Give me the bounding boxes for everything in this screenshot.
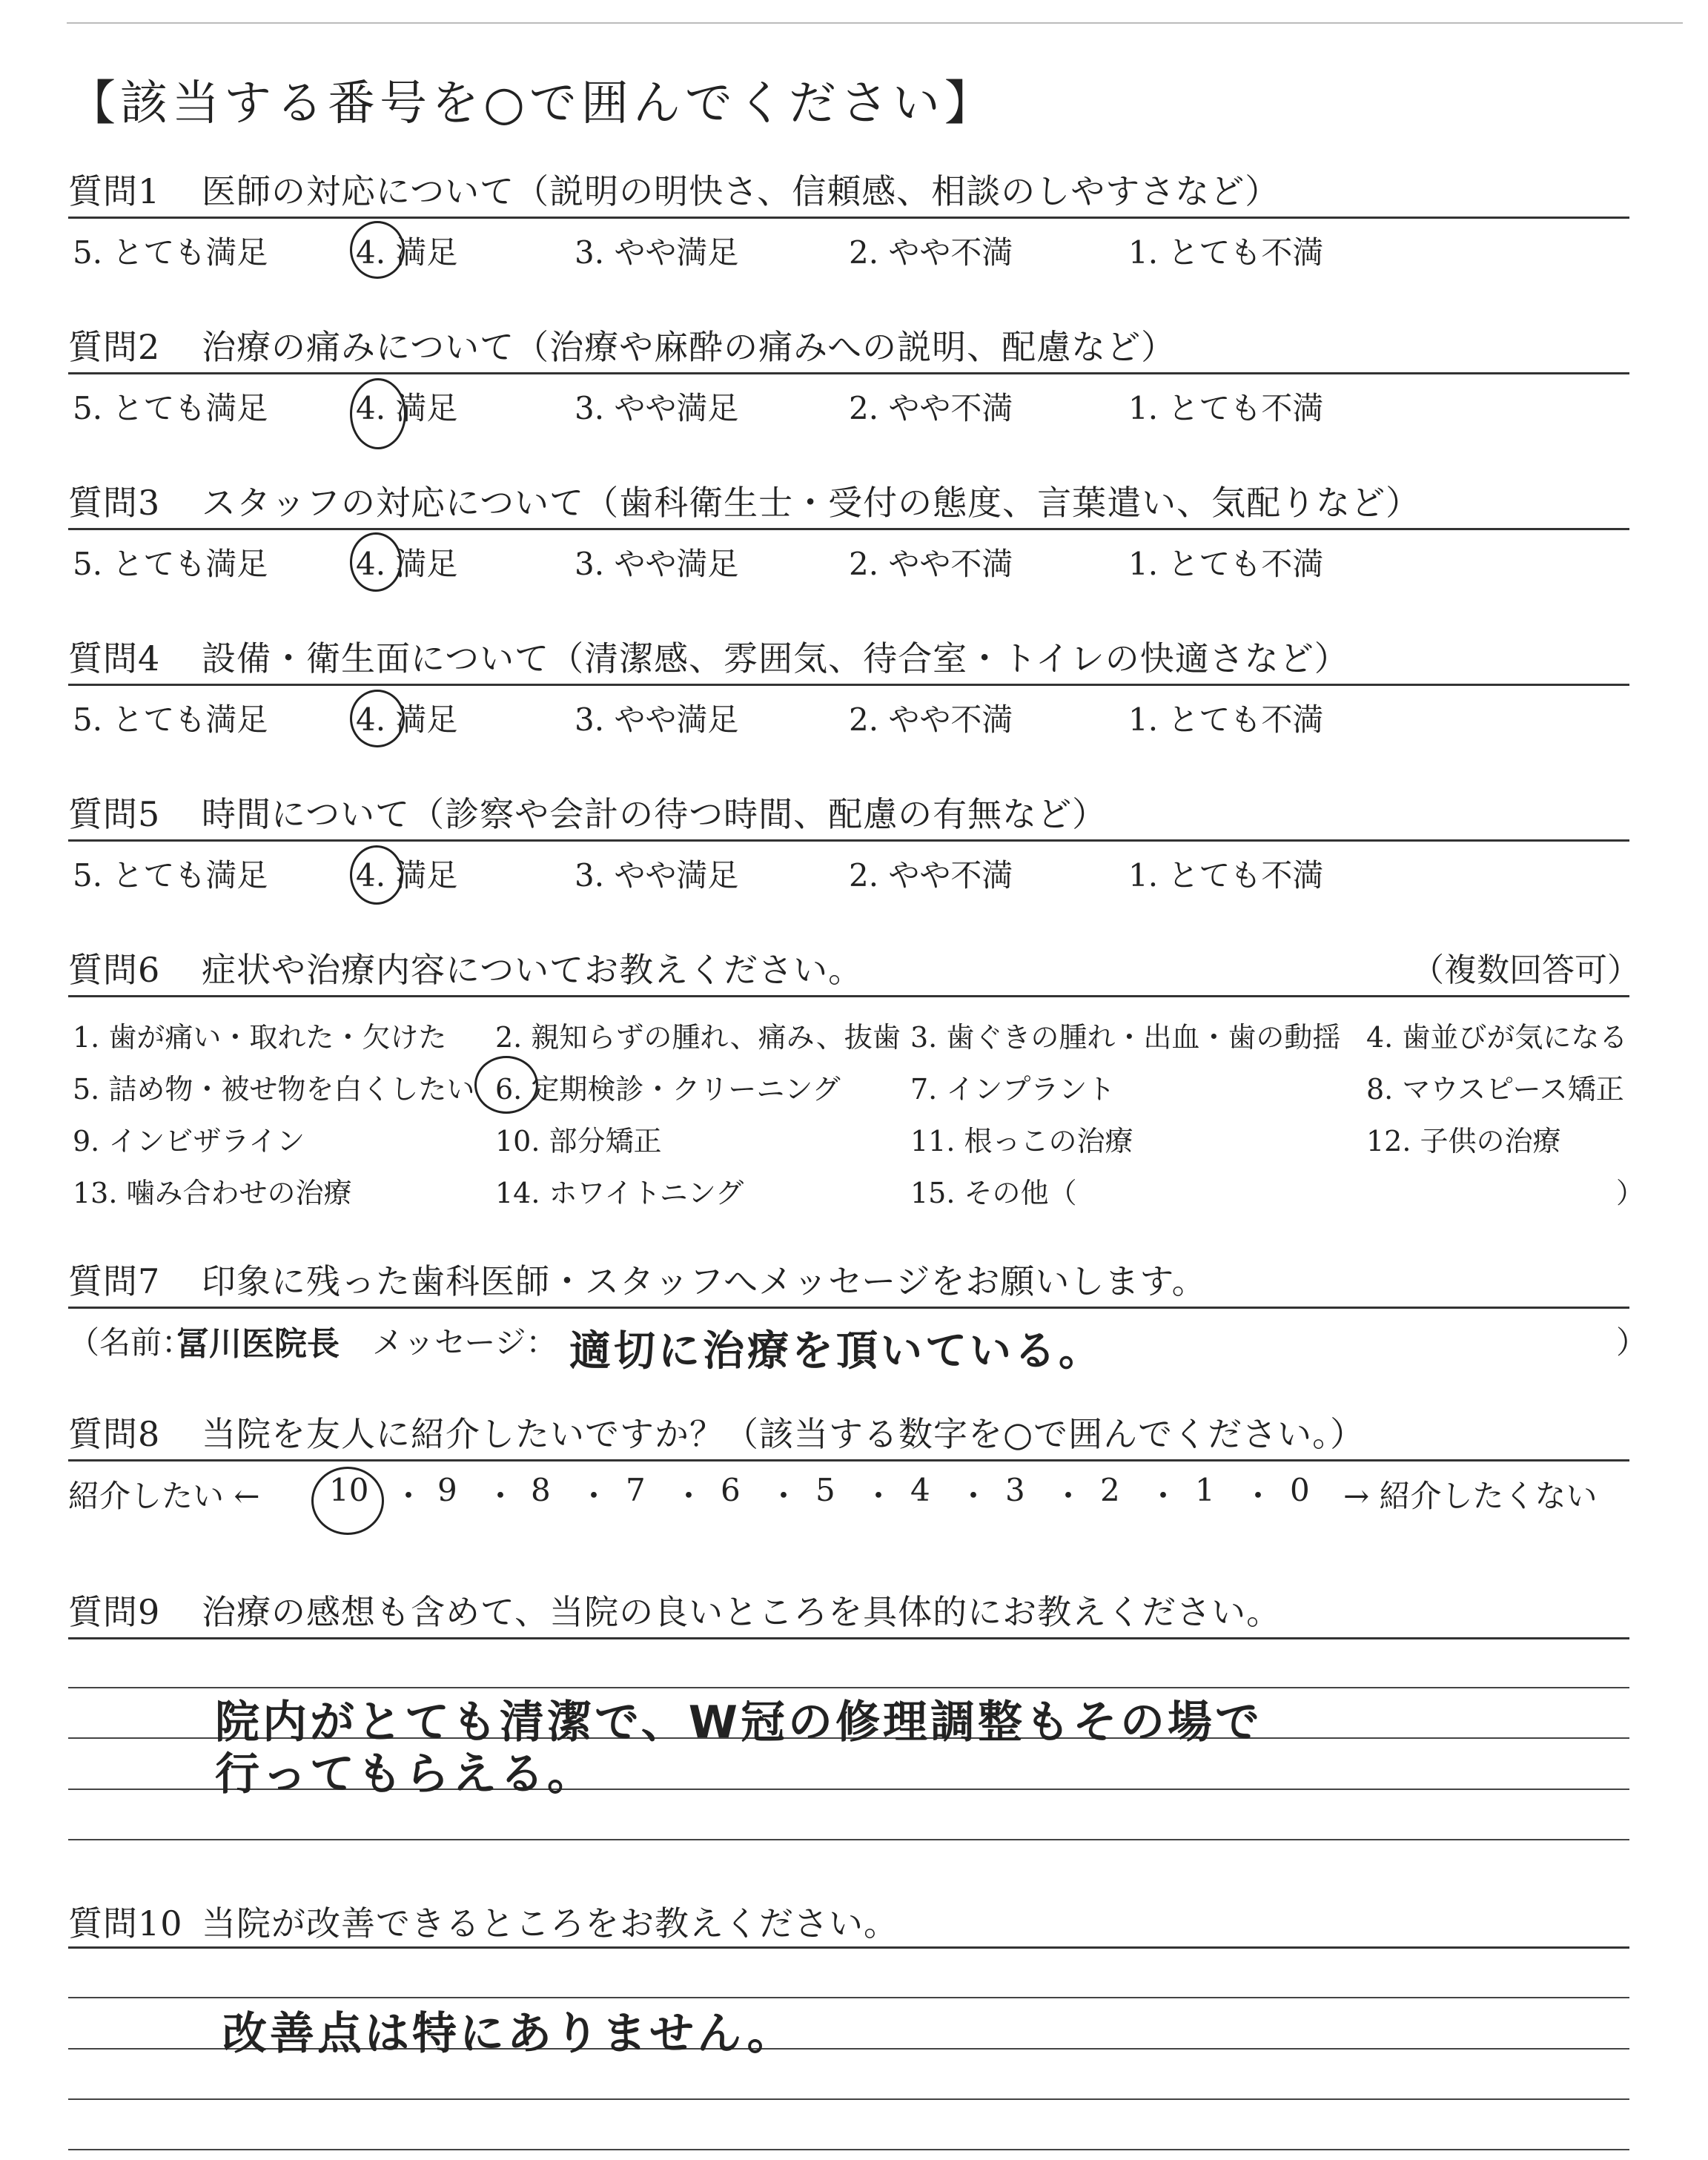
scale-dot: ・ [485, 1478, 517, 1514]
q6-option-11[interactable]: 11. 根っこの治療 [910, 1125, 1133, 1157]
question-rule [68, 372, 1629, 374]
question-number: 質問10 [68, 1903, 183, 1943]
scale-dot: ・ [1148, 1478, 1179, 1514]
q6-option-1[interactable]: 1. 歯が痛い・取れた・欠けた [73, 1021, 447, 1054]
q5-option-2[interactable]: 2. やや不満 [849, 857, 1013, 894]
q3-option-2[interactable]: 2. やや不満 [849, 546, 1013, 582]
q2-option-3[interactable]: 3. やや満足 [575, 390, 739, 426]
question-rule [68, 528, 1629, 530]
question-number: 質問7 [68, 1261, 161, 1301]
q2-option-5[interactable]: 5. とても満足 [73, 390, 268, 426]
q3-option-1[interactable]: 1. とても不満 [1128, 546, 1324, 582]
question-6 [68, 943, 863, 992]
multiple-answers-note: （複数回答可） [1411, 951, 1640, 989]
q6-option-3[interactable]: 3. 歯ぐきの腫れ・出血・歯の動揺 [910, 1021, 1341, 1054]
question-3 [68, 476, 1420, 525]
question-text: 時間について（診察や会計の待つ時間、配慮の有無など） [202, 794, 1108, 834]
question-number: 質問8 [68, 1414, 161, 1454]
q6-option-5[interactable]: 5. 詰め物・被せ物を白くしたい [73, 1073, 475, 1106]
q1-option-1[interactable]: 1. とても不満 [1128, 234, 1324, 271]
scale-dot: ・ [578, 1478, 610, 1514]
scale-dot: ・ [1053, 1478, 1085, 1514]
q1-option-4[interactable]: 4. 満足 [356, 234, 458, 271]
answer-line [68, 1839, 1629, 1840]
answer-line [68, 2149, 1629, 2150]
q5-option-1[interactable]: 1. とても不満 [1128, 857, 1324, 894]
q5-option-4[interactable]: 4. 満足 [356, 857, 458, 894]
q4-option-4[interactable]: 4. 満足 [356, 701, 458, 738]
question-text: 設備・衛生面について（清潔感、雰囲気、待合室・トイレの快適さなど） [202, 638, 1349, 678]
answer-line [68, 2098, 1629, 2100]
scale-dot: ・ [958, 1478, 990, 1514]
scale-10[interactable]: 10 [329, 1472, 369, 1508]
q6-option-8[interactable]: 8. マウスピース矯正 [1366, 1073, 1624, 1106]
question-text: 印象に残った歯科医師・スタッフへメッセージをお願いします。 [202, 1261, 1207, 1301]
q2-option-2[interactable]: 2. やや不満 [849, 390, 1013, 426]
q6-option-15-close: ） [1616, 1177, 1645, 1209]
q3-option-5[interactable]: 5. とても満足 [73, 546, 268, 582]
question-rule [68, 995, 1629, 997]
question-text: 治療の感想も含めて、当院の良いところを具体的にお教えください。 [202, 1592, 1282, 1632]
q1-option-5[interactable]: 5. とても満足 [73, 234, 268, 271]
question-5 [68, 787, 1107, 836]
message-close: ） [1616, 1324, 1648, 1361]
q2-option-1[interactable]: 1. とても不満 [1128, 390, 1324, 426]
q3-option-3[interactable]: 3. やや満足 [575, 546, 739, 582]
question-text: 当院が改善できるところをお教えください。 [202, 1903, 898, 1943]
question-10 [68, 1897, 898, 1946]
scale-4[interactable]: 4 [910, 1472, 930, 1508]
q6-option-2[interactable]: 2. 親知らずの腫れ、痛み、抜歯 [495, 1021, 901, 1054]
q9-answer-line2[interactable]: 行ってもらえる。 [215, 1748, 595, 1800]
question-number: 質問5 [68, 794, 161, 834]
question-9 [68, 1585, 1281, 1634]
question-rule [68, 1307, 1629, 1309]
question-text: スタッフの対応について（歯科衛生士・受付の態度、言葉遣い、気配りなど） [202, 483, 1421, 523]
q6-option-13[interactable]: 13. 噛み合わせの治療 [73, 1177, 352, 1209]
question-text: 症状や治療内容についてお教えください。 [202, 950, 864, 990]
scale-3[interactable]: 3 [1005, 1472, 1025, 1508]
scale-left-label: 紹介したい ← [68, 1478, 260, 1514]
question-text: 医師の対応について（説明の明快さ、信頼感、相談のしやすさなど） [202, 171, 1280, 211]
q5-option-5[interactable]: 5. とても満足 [73, 857, 268, 894]
question-1 [68, 165, 1280, 214]
question-8 [68, 1407, 1365, 1456]
scale-dot: ・ [673, 1478, 705, 1514]
scale-5[interactable]: 5 [815, 1472, 835, 1508]
top-border [67, 22, 1683, 24]
scale-7[interactable]: 7 [626, 1472, 646, 1508]
question-7 [68, 1255, 1207, 1304]
q4-option-2[interactable]: 2. やや不満 [849, 701, 1013, 738]
question-number: 質問6 [68, 950, 161, 990]
question-rule [68, 1637, 1629, 1639]
question-rule [68, 1459, 1629, 1462]
q6-option-9[interactable]: 9. インビザライン [73, 1125, 305, 1157]
staff-name-handwritten[interactable]: 冨川医院長 [176, 1325, 340, 1363]
scale-2[interactable]: 2 [1100, 1472, 1120, 1508]
message-label: メッセージ： [372, 1324, 557, 1361]
q6-option-15[interactable]: 15. その他（ [910, 1177, 1077, 1209]
q6-option-7[interactable]: 7. インプラント [910, 1073, 1116, 1106]
scale-dot: ・ [768, 1478, 800, 1514]
scale-9[interactable]: 9 [437, 1472, 457, 1508]
name-label: （名前： [68, 1324, 193, 1361]
q1-option-3[interactable]: 3. やや満足 [575, 234, 739, 271]
instruction-heading: 【該当する番号を○で囲んでください】 [68, 76, 996, 131]
scale-dot: ・ [393, 1478, 425, 1514]
q4-option-5[interactable]: 5. とても満足 [73, 701, 268, 738]
question-4 [68, 632, 1349, 681]
scale-right-label: → 紹介したくない [1343, 1478, 1598, 1514]
question-number: 質問2 [68, 327, 161, 367]
scale-dot: ・ [863, 1478, 895, 1514]
q5-option-3[interactable]: 3. やや満足 [575, 857, 739, 894]
q6-option-4[interactable]: 4. 歯並びが気になる [1366, 1021, 1628, 1054]
q3-option-4[interactable]: 4. 満足 [356, 546, 458, 582]
question-text: 治療の痛みについて（治療や麻酔の痛みへの説明、配慮など） [202, 327, 1176, 367]
q6-option-14[interactable]: 14. ホワイトニング [495, 1177, 744, 1209]
q9-answer-line1[interactable]: 院内がとても清潔で、W冠の修理調整もその場で [215, 1697, 1262, 1748]
question-rule [68, 1946, 1629, 1949]
question-rule [68, 684, 1629, 686]
q10-answer[interactable]: 改善点は特にありません。 [222, 2008, 795, 2060]
scale-6[interactable]: 6 [721, 1472, 741, 1508]
scale-8[interactable]: 8 [531, 1472, 551, 1508]
scale-1[interactable]: 1 [1195, 1472, 1215, 1508]
q1-option-2[interactable]: 2. やや不満 [849, 234, 1013, 271]
q6-option-6[interactable]: 6. 定期検診・クリーニング [495, 1073, 841, 1106]
q4-option-1[interactable]: 1. とても不満 [1128, 701, 1324, 738]
question-2 [68, 320, 1176, 369]
q4-option-3[interactable]: 3. やや満足 [575, 701, 739, 738]
message-handwritten[interactable]: 適切に治療を頂いている。 [569, 1327, 1103, 1375]
question-number: 質問3 [68, 483, 161, 523]
question-number: 質問9 [68, 1592, 161, 1632]
question-rule [68, 217, 1629, 219]
question-text: 当院を友人に紹介したいですか？（該当する数字を○で囲んでください。） [202, 1414, 1366, 1454]
q6-option-10[interactable]: 10. 部分矯正 [495, 1125, 662, 1157]
question-number: 質問4 [68, 638, 161, 678]
question-number: 質問1 [68, 171, 161, 211]
q2-option-4[interactable]: 4. 満足 [356, 390, 458, 426]
scale-0[interactable]: 0 [1290, 1472, 1310, 1508]
question-rule [68, 839, 1629, 842]
q6-option-12[interactable]: 12. 子供の治療 [1366, 1125, 1561, 1157]
scale-dot: ・ [1242, 1478, 1274, 1514]
